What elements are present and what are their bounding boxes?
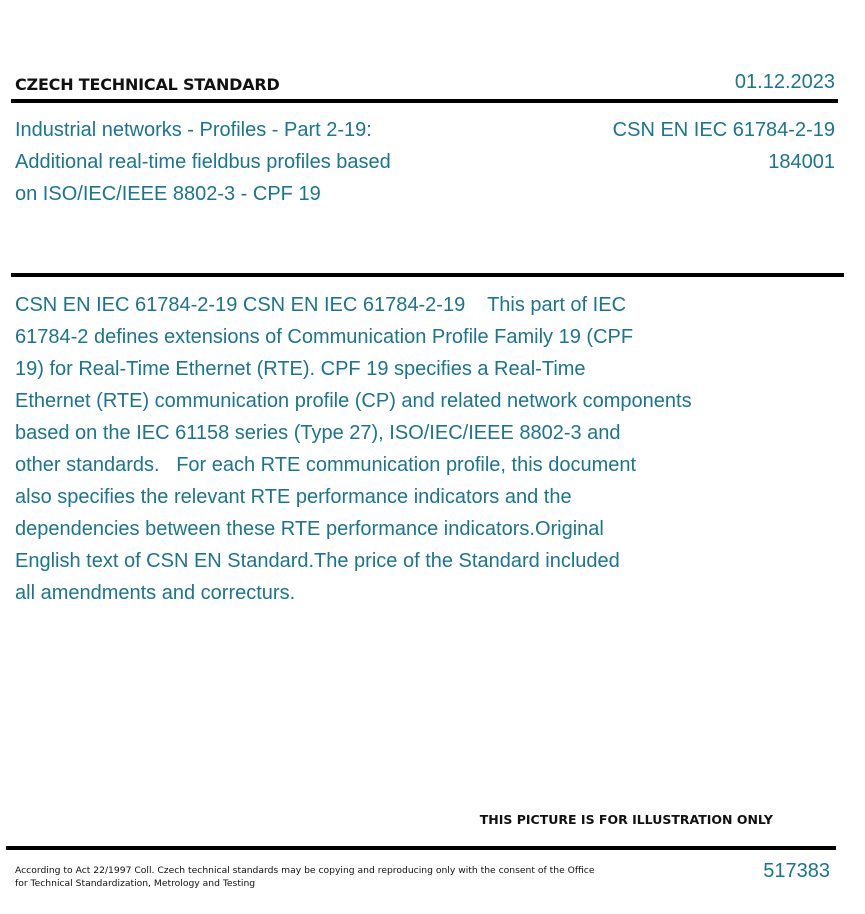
header-title: CZECH TECHNICAL STANDARD [15, 75, 280, 94]
legal-notice [15, 864, 594, 890]
description-line: based on the IEC 61158 series (Type 27), ISO/IEC/IEEE 8802-3 and [15, 422, 621, 444]
header-divider [11, 99, 838, 103]
description-line: dependencies between these RTE performance indicators.Original [15, 518, 604, 540]
legal-notice-line: According to Act 22/1997 Coll. Czech technical standards may be copying and reproducing only with the consent of the Office [15, 865, 595, 876]
description-line: 19) for Real-Time Ethernet (RTE). CPF 19 specifies a Real-Time [15, 358, 586, 380]
description-line: Ethernet (RTE) communication profile (CP) and related network components [15, 390, 692, 412]
standard-code: CSN EN IEC 61784-2-19 [612, 119, 835, 141]
document-id: 517383 [763, 860, 830, 882]
description-line: English text of CSN EN Standard.The price of the Standard included [15, 550, 620, 572]
standard-description [15, 289, 692, 609]
description-line: all amendments and correcturs. [15, 582, 296, 604]
standard-identifiers [613, 114, 835, 178]
publication-date: 01.12.2023 [734, 71, 835, 93]
description-line: other standards. For each RTE communication profile, this document [15, 454, 637, 476]
description-line: also specifies the relevant RTE performance indicators and the [15, 486, 572, 508]
standard-title-line: Industrial networks - Profiles - Part 2-19: [15, 119, 372, 141]
standard-title [15, 114, 391, 210]
description-line: 61784-2 defines extensions of Communication Profile Family 19 (CPF [15, 326, 634, 348]
standard-title-line: Additional real-time fieldbus profiles based [15, 151, 391, 173]
illustration-note: THIS PICTURE IS FOR ILLUSTRATION ONLY [479, 812, 773, 827]
section-divider [11, 273, 844, 277]
footer-divider [6, 846, 836, 850]
description-line: CSN EN IEC 61784-2-19 CSN EN IEC 61784-2-19 This part of IEC [15, 294, 627, 316]
standard-title-line: on ISO/IEC/IEEE 8802-3 - CPF 19 [15, 183, 321, 205]
legal-notice-line: for Technical Standardization, Metrology and Testing [15, 878, 256, 889]
catalog-number: 184001 [768, 151, 835, 173]
